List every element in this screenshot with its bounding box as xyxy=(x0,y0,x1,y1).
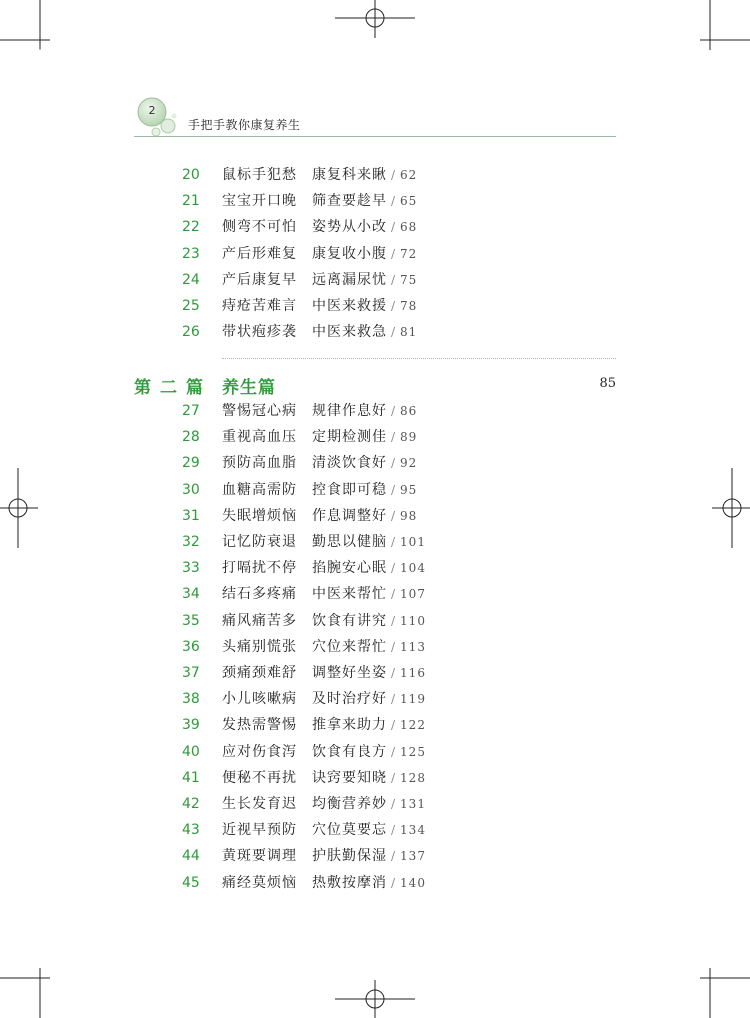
toc-entry[interactable] xyxy=(134,581,616,607)
toc-entry[interactable] xyxy=(134,634,616,660)
entry-separator: / xyxy=(391,875,397,890)
toc-entry[interactable] xyxy=(134,686,616,712)
entry-title-second-wrap xyxy=(312,188,417,214)
entry-page: 110 xyxy=(400,613,426,628)
entry-title-first: 鼠标手犯愁 xyxy=(222,167,297,183)
entry-page: 95 xyxy=(400,482,418,497)
entry-number: 39 xyxy=(182,717,200,734)
entry-title-second-wrap xyxy=(312,581,426,607)
entry-title-second: 均衡营养妙 xyxy=(312,796,387,812)
entry-title-second-wrap xyxy=(312,424,417,450)
entry-title-second: 中医来救援 xyxy=(312,298,387,314)
running-header xyxy=(134,96,616,138)
entry-title-second-wrap xyxy=(312,843,426,869)
entry-title-second: 姿势从小改 xyxy=(312,219,387,236)
entry-number: 25 xyxy=(182,298,200,314)
entry-title-second-wrap xyxy=(312,450,417,476)
entry-title-second-wrap xyxy=(312,214,417,240)
entry-number: 32 xyxy=(182,534,200,550)
toc-entry[interactable] xyxy=(134,450,616,476)
section-heading xyxy=(134,373,616,401)
entry-number: 43 xyxy=(182,822,200,839)
entry-separator: / xyxy=(391,613,397,628)
entry-title-second: 推拿来助力 xyxy=(312,717,387,734)
toc-entry[interactable] xyxy=(134,791,616,817)
entry-page: 72 xyxy=(400,246,418,261)
entry-title-second-wrap xyxy=(312,686,426,712)
toc-entry[interactable] xyxy=(134,660,616,686)
entry-title-second-wrap xyxy=(312,555,426,581)
entry-page: 104 xyxy=(400,561,426,576)
entry-separator: / xyxy=(391,430,397,445)
entry-title-first: 重视高血压 xyxy=(222,429,297,446)
section-page: 85 xyxy=(599,376,616,391)
entry-title-second-wrap xyxy=(312,739,426,765)
entry-title-second: 掐腕安心眠 xyxy=(312,560,387,577)
toc-entry[interactable] xyxy=(134,817,616,843)
entry-title-first: 失眠增烦恼 xyxy=(222,507,297,524)
entry-title-second: 清淡饮食好 xyxy=(312,455,387,472)
entry-separator: / xyxy=(391,639,397,654)
entry-title-first: 黄斑要调理 xyxy=(222,848,297,865)
entry-title-second: 护肤勤保湿 xyxy=(312,848,387,865)
entry-title-first: 生长发育迟 xyxy=(222,796,297,812)
registration-mark-right xyxy=(710,468,750,548)
entry-title-second: 穴位莫要忘 xyxy=(312,822,387,839)
entry-page: 131 xyxy=(400,797,426,811)
toc-entry[interactable] xyxy=(134,188,616,214)
entry-title-first: 打嗝扰不停 xyxy=(222,560,297,577)
entry-separator: / xyxy=(391,168,397,182)
entry-title-second-wrap xyxy=(312,791,426,817)
entry-number: 30 xyxy=(182,481,200,498)
entry-title-second: 诀窍要知晓 xyxy=(312,769,387,786)
entry-title-second: 定期检测佳 xyxy=(312,429,387,446)
entry-number: 23 xyxy=(182,245,200,262)
entry-title-first: 结石多疼痛 xyxy=(222,586,297,603)
entry-title-second-wrap xyxy=(312,241,417,267)
toc-entry[interactable] xyxy=(134,870,616,896)
entry-separator: / xyxy=(391,456,397,471)
entry-title-first: 侧弯不可怕 xyxy=(222,219,297,236)
entry-number: 27 xyxy=(182,403,200,419)
entry-separator: / xyxy=(391,272,397,287)
entry-number: 29 xyxy=(182,455,200,472)
entry-separator: / xyxy=(391,194,397,209)
entry-page: 116 xyxy=(400,666,426,680)
toc-entry[interactable] xyxy=(134,529,616,555)
toc-entry[interactable] xyxy=(134,843,616,869)
entry-separator: / xyxy=(391,823,397,838)
entry-title-second-wrap xyxy=(312,293,417,319)
entry-title-second-wrap xyxy=(312,398,417,424)
entry-separator: / xyxy=(391,692,397,707)
entry-number: 41 xyxy=(182,769,200,786)
entry-number: 26 xyxy=(182,324,200,341)
entry-separator: / xyxy=(391,587,397,602)
toc-entry[interactable] xyxy=(134,608,616,634)
entry-title-second-wrap xyxy=(312,267,417,293)
entry-title-second-wrap xyxy=(312,529,426,555)
entry-separator: / xyxy=(391,666,397,680)
entry-title-first: 产后形难复 xyxy=(222,245,297,262)
entry-number: 38 xyxy=(182,691,200,708)
entry-title-second: 热敷按摩消 xyxy=(312,874,387,891)
header-rule xyxy=(134,136,616,137)
entry-title-second: 筛查要趁早 xyxy=(312,193,387,210)
entry-page: 92 xyxy=(400,456,418,471)
entry-title-first: 痛风痛苦多 xyxy=(222,612,297,629)
entry-page: 65 xyxy=(400,194,418,209)
entry-title-first: 产后康复早 xyxy=(222,271,297,288)
entry-separator: / xyxy=(391,508,397,523)
entry-number: 42 xyxy=(182,796,200,812)
toc-entry[interactable] xyxy=(134,503,616,529)
entry-title-second: 控食即可稳 xyxy=(312,481,387,498)
toc-entry[interactable] xyxy=(134,214,616,240)
entry-title-second-wrap xyxy=(312,765,426,791)
entry-separator: / xyxy=(391,404,397,418)
entry-separator: / xyxy=(391,246,397,261)
entry-title-second: 远离漏尿忧 xyxy=(312,271,387,288)
registration-mark-left xyxy=(0,468,40,548)
entry-separator: / xyxy=(391,770,397,785)
entry-page: 137 xyxy=(400,849,426,864)
entry-title-second-wrap xyxy=(312,503,417,529)
page-badge xyxy=(134,96,178,140)
entry-title-second: 饮食有讲究 xyxy=(312,612,387,629)
running-title: 手把手教你康复养生 xyxy=(188,118,301,132)
entry-page: 75 xyxy=(400,272,418,287)
entry-title-second: 中医来救急 xyxy=(312,324,387,341)
entry-title-second: 勤思以健脑 xyxy=(312,534,387,550)
entry-number: 20 xyxy=(182,167,200,183)
entry-separator: / xyxy=(391,482,397,497)
toc-entry[interactable] xyxy=(134,241,616,267)
entry-separator: / xyxy=(391,849,397,864)
entry-separator: / xyxy=(391,797,397,811)
entry-number: 35 xyxy=(182,612,200,629)
section-name: 养生篇 xyxy=(222,378,276,398)
entry-separator: / xyxy=(391,535,397,549)
entry-page: 122 xyxy=(400,718,426,733)
registration-mark-top xyxy=(335,0,415,40)
entry-title-second-wrap xyxy=(312,817,426,843)
entry-page: 119 xyxy=(400,692,426,707)
entry-title-second-wrap xyxy=(312,634,426,660)
entry-number: 21 xyxy=(182,193,200,210)
entry-page: 78 xyxy=(400,299,418,313)
entry-page: 140 xyxy=(400,875,426,890)
entry-page: 62 xyxy=(400,168,418,182)
entry-title-first: 头痛别慌张 xyxy=(222,638,297,655)
entry-title-second-wrap xyxy=(312,870,426,896)
entry-title-second: 调整好坐姿 xyxy=(312,665,387,681)
crop-mark-top-right xyxy=(700,0,750,50)
entry-separator: / xyxy=(391,718,397,733)
entry-title-second: 中医来帮忙 xyxy=(312,586,387,603)
crop-mark-bottom-left xyxy=(0,968,50,1018)
entry-number: 31 xyxy=(182,507,200,524)
entry-number: 44 xyxy=(182,848,200,865)
entry-title-first: 带状疱疹袭 xyxy=(222,324,297,341)
entry-number: 36 xyxy=(182,638,200,655)
entry-title-first: 痛经莫烦恼 xyxy=(222,874,297,891)
toc-entry[interactable] xyxy=(134,293,616,319)
entry-title-second: 康复科来瞅 xyxy=(312,167,387,183)
entry-page: 128 xyxy=(400,770,426,785)
entry-separator: / xyxy=(391,325,397,340)
entry-title-second: 规律作息好 xyxy=(312,403,387,419)
entry-page: 86 xyxy=(400,404,418,418)
page-number: 2 xyxy=(148,104,156,117)
crop-mark-bottom-right xyxy=(700,968,750,1018)
entry-title-first: 便秘不再扰 xyxy=(222,769,297,786)
toc-entry[interactable] xyxy=(134,424,616,450)
entry-title-first: 宝宝开口晚 xyxy=(222,193,297,210)
entry-title-second: 康复收小腹 xyxy=(312,245,387,262)
entry-title-first: 痔疮苦难言 xyxy=(222,298,297,314)
registration-mark-bottom xyxy=(335,978,415,1018)
entry-page: 89 xyxy=(400,430,418,445)
entry-page: 113 xyxy=(400,639,426,654)
entry-title-first: 发热需警惕 xyxy=(222,717,297,734)
entry-page: 98 xyxy=(400,508,418,523)
entry-number: 24 xyxy=(182,271,200,288)
entry-number: 40 xyxy=(182,743,200,760)
entry-number: 34 xyxy=(182,586,200,603)
toc-entry[interactable] xyxy=(134,162,616,188)
entry-number: 33 xyxy=(182,560,200,577)
entry-title-first: 记忆防衰退 xyxy=(222,534,297,550)
entry-title-first: 近视早预防 xyxy=(222,822,297,839)
entry-page: 134 xyxy=(400,823,426,838)
entry-title-second-wrap xyxy=(312,477,417,503)
entry-title-first: 预防高血脂 xyxy=(222,455,297,472)
entry-title-second-wrap xyxy=(312,660,426,686)
entry-number: 45 xyxy=(182,874,200,891)
entry-page: 125 xyxy=(400,744,426,759)
entry-page: 68 xyxy=(400,220,418,235)
toc-entry[interactable] xyxy=(134,319,616,345)
entry-separator: / xyxy=(391,561,397,576)
entry-title-first: 血糖高需防 xyxy=(222,481,297,498)
crop-mark-top-left xyxy=(0,0,50,50)
dotted-divider xyxy=(222,358,616,359)
entry-title-second: 作息调整好 xyxy=(312,507,387,524)
entry-title-second: 及时治疗好 xyxy=(312,691,387,708)
entry-title-first: 警惕冠心病 xyxy=(222,403,297,419)
entry-title-second: 饮食有良方 xyxy=(312,743,387,760)
toc-entry[interactable] xyxy=(134,765,616,791)
entry-title-second-wrap xyxy=(312,162,417,188)
entry-title-first: 小儿咳嗽病 xyxy=(222,691,297,708)
toc-entry[interactable] xyxy=(134,739,616,765)
toc-entry[interactable] xyxy=(134,712,616,738)
entry-title-first: 颈痛颈难舒 xyxy=(222,665,297,681)
entry-separator: / xyxy=(391,220,397,235)
entry-number: 22 xyxy=(182,219,200,236)
toc-entry[interactable] xyxy=(134,555,616,581)
entry-title-second: 穴位来帮忙 xyxy=(312,638,387,655)
entry-separator: / xyxy=(391,744,397,759)
toc-entry[interactable] xyxy=(134,267,616,293)
entry-number: 28 xyxy=(182,429,200,446)
toc-entry[interactable] xyxy=(134,477,616,503)
section-label: 第二篇 xyxy=(134,378,212,398)
entry-title-second-wrap xyxy=(312,712,426,738)
entry-number: 37 xyxy=(182,665,200,681)
toc-entry[interactable] xyxy=(134,398,616,424)
entry-title-second-wrap xyxy=(312,608,426,634)
entry-title-first: 应对伤食泻 xyxy=(222,743,297,760)
entry-page: 81 xyxy=(400,325,418,340)
entry-page: 107 xyxy=(400,587,426,602)
entry-page: 101 xyxy=(400,535,426,549)
entry-separator: / xyxy=(391,299,397,313)
entry-title-second-wrap xyxy=(312,319,417,345)
